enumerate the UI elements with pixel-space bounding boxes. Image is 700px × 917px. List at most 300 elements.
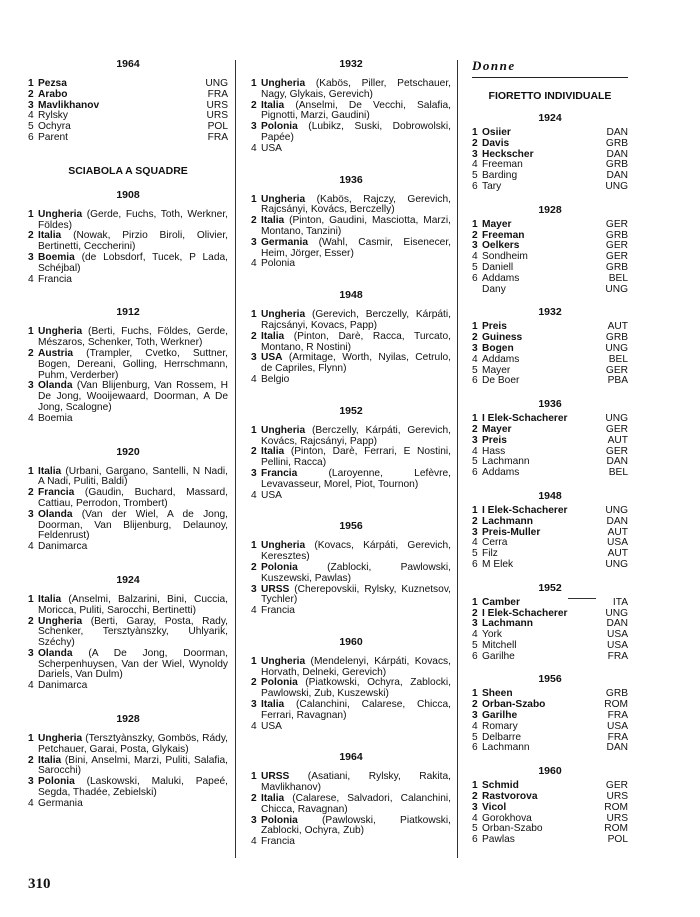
- rank: 6: [472, 180, 478, 192]
- team-row: [251, 310, 451, 332]
- team-country: Francia: [261, 605, 295, 617]
- team-members: (Bini, Anselmi, Marzi, Puliti, Salafia, Sarocchi): [38, 754, 228, 777]
- team-entry: [261, 585, 451, 607]
- rank: 4: [472, 812, 478, 824]
- team-members: (Gerevich, Berczelly, Kárpáti, Rajcsányi, Kovacs, Papp): [261, 309, 451, 331]
- result-row: [472, 468, 628, 479]
- results-list: [472, 112, 628, 846]
- athlete-name: Filz: [482, 548, 498, 560]
- rank: 4: [251, 373, 257, 385]
- rank: 2: [28, 487, 34, 499]
- team-entry: [261, 353, 451, 375]
- results-block: [28, 165, 228, 177]
- team-row: [28, 681, 228, 692]
- team-entry: [261, 144, 451, 155]
- team-entry: [38, 414, 228, 425]
- team-country: Olanda: [38, 647, 73, 659]
- team-country: Polonia: [261, 561, 298, 573]
- team-country: Italia: [261, 99, 285, 111]
- team-entry: [261, 837, 451, 848]
- rank: 3: [472, 710, 478, 722]
- team-row: [251, 657, 451, 679]
- nation-code: DAN: [606, 456, 628, 468]
- rank: 1: [472, 321, 478, 333]
- results-block: [472, 765, 628, 846]
- team-country: URSS: [261, 771, 290, 783]
- team-row: [251, 447, 451, 469]
- nation-code: URS: [206, 99, 228, 111]
- rank: 3: [28, 251, 34, 263]
- result-row: [472, 652, 628, 663]
- team-members: (Pawlowski, Piatkowski, Zablocki, Ochyra, Zub): [261, 814, 451, 837]
- nation-code: AUT: [607, 321, 628, 333]
- results-block: [251, 405, 451, 502]
- team-entry: [261, 332, 451, 354]
- team-row: [28, 510, 228, 542]
- rank: 2: [251, 215, 257, 227]
- rank: 5: [472, 170, 478, 182]
- team-country: Italia: [261, 330, 285, 342]
- team-country: Polonia: [38, 776, 75, 788]
- team-members: (Anselmi, Balzarini, Bini, Cuccia, Moricca, Puliti, Sarocchi, Bertinetti): [38, 593, 228, 616]
- team-row: [251, 722, 451, 733]
- team-entry: [261, 310, 451, 332]
- rank: 4: [28, 273, 34, 285]
- rank: 3: [28, 776, 34, 788]
- team-row: [251, 426, 451, 448]
- rank: 3: [472, 342, 478, 354]
- team-row: [251, 837, 451, 848]
- team-members: (Armitage, Worth, Nyilas, Cetrulo, de Capriles, Flynn): [261, 352, 451, 375]
- team-row: [28, 414, 228, 425]
- nation-code: FRA: [607, 731, 628, 743]
- team-entry: [38, 381, 228, 413]
- team-row: [251, 216, 451, 238]
- results-block: [28, 574, 228, 692]
- team-members: (Pinton, Darè, Ferrari, E Nostini, Pellini, Racca): [261, 446, 451, 469]
- year-heading: 1912: [116, 306, 140, 319]
- nation-code: DAN: [606, 148, 628, 160]
- rank: 3: [251, 121, 257, 133]
- nation-code: PBA: [607, 375, 628, 387]
- team-members: (Laskowski, Maluki, Papeé, Segda, Thadée, Zebielski): [38, 776, 228, 799]
- team-entry: [38, 542, 228, 553]
- rank: 2: [251, 446, 257, 458]
- team-entry: [261, 563, 451, 585]
- team-members: (Calarese, Salvadori, Calanchini, Chicca, Ravagnan): [261, 793, 451, 815]
- year-heading: 1960: [339, 635, 363, 648]
- result-row: [472, 436, 628, 447]
- athlete-name: Addams: [482, 467, 520, 479]
- rank: 1: [251, 424, 257, 436]
- rank: 3: [251, 814, 257, 826]
- rank: 2: [251, 793, 257, 805]
- nation-code: DAN: [606, 618, 628, 630]
- team-row: [28, 542, 228, 553]
- team-country: Polonia: [261, 121, 298, 133]
- team-row: [28, 488, 228, 510]
- year-heading: 1928: [116, 713, 140, 726]
- team-row: [28, 327, 228, 349]
- team-country: Ungheria: [261, 540, 306, 552]
- rank: 1: [28, 465, 34, 477]
- nation-code: ITA: [612, 596, 628, 608]
- athlete-name: Ochyra: [38, 121, 71, 133]
- athlete-name: Lachmann: [482, 456, 530, 468]
- results-block: [251, 751, 451, 848]
- team-country: Ungheria: [261, 78, 306, 89]
- team-members: (Calanchini, Calarese, Chicca, Ferrari, Ravagnan): [261, 699, 451, 721]
- rank: 5: [472, 639, 478, 651]
- team-entry: [261, 195, 451, 217]
- athlete-name: Oelkers: [482, 240, 520, 252]
- rank: 4: [472, 537, 478, 549]
- team-members: (Lubikz, Suski, Dobrowolski, Papée): [261, 121, 451, 143]
- athlete-name: Freeman: [482, 159, 523, 171]
- team-country: Ungheria: [38, 326, 83, 338]
- rank: 2: [472, 607, 478, 619]
- rank: 1: [472, 127, 478, 138]
- result-row: [472, 139, 628, 150]
- year-heading: 1964: [339, 751, 363, 764]
- nation-code: UNG: [605, 283, 628, 295]
- results-block: [472, 306, 628, 387]
- nation-code: GRB: [605, 688, 628, 700]
- team-country: Italia: [261, 215, 285, 227]
- team-country: Germania: [38, 797, 83, 809]
- nation-code: ROM: [604, 801, 628, 813]
- nation-code: ROM: [604, 823, 628, 835]
- year-heading: 1924: [538, 112, 562, 124]
- team-members: (Cherepovskii, Rylsky, Kuznetsov, Tychler): [261, 583, 451, 606]
- team-row: [251, 585, 451, 607]
- rank: 5: [472, 261, 478, 273]
- team-country: USA: [261, 142, 282, 154]
- nation-code: UNG: [605, 342, 628, 354]
- team-members: (Tersztyànszky, Gombös, Rády, Petchauer, Garai, Posta, Glykais): [38, 733, 228, 755]
- rank: 1: [472, 413, 478, 425]
- athlete-name: I Elek-Schacherer: [482, 504, 568, 516]
- athlete-name: Rastvorova: [482, 791, 538, 803]
- rank: 6: [472, 650, 478, 662]
- team-members: (Berczelly, Kárpáti, Gerevich, Kovács, Rajcsányi, Papp): [261, 424, 451, 447]
- rank: 3: [472, 434, 478, 446]
- results-block: [251, 520, 451, 617]
- team-country: Austria: [38, 347, 74, 359]
- result-row: [472, 182, 628, 193]
- athlete-name: Romary: [482, 720, 518, 732]
- rank: 4: [472, 629, 478, 641]
- nation-code: BEL: [608, 353, 628, 365]
- team-entry: [261, 426, 451, 448]
- rank: 4: [28, 110, 34, 122]
- column-divider-left: [235, 60, 236, 858]
- athlete-name: Arabo: [38, 88, 68, 100]
- team-country: USA: [261, 489, 282, 501]
- rank: 4: [28, 680, 34, 692]
- athlete-name: Lachmann: [482, 618, 533, 630]
- rank: 6: [472, 742, 478, 754]
- team-entry: [261, 772, 451, 794]
- team-row: [251, 375, 451, 386]
- athlete-name: Mayer: [482, 423, 512, 435]
- team-entry: [261, 541, 451, 563]
- athlete-name: I Elek-Schacherer: [482, 413, 568, 425]
- nation-code: FRA: [607, 650, 628, 662]
- nation-code: UNG: [605, 607, 628, 619]
- rank: 5: [472, 456, 478, 468]
- athlete-name: Sondheim: [482, 251, 528, 263]
- nation-code: GER: [605, 445, 628, 457]
- team-members: (Kabös, Piller, Petschauer, Nagy, Glykais, Gerevich): [261, 78, 451, 100]
- rank: 3: [28, 647, 34, 659]
- team-country: Ungheria: [38, 615, 83, 627]
- rank: 4: [251, 720, 257, 732]
- team-entry: [261, 259, 451, 270]
- team-entry: [38, 275, 228, 286]
- rank: 3: [251, 352, 257, 364]
- results-block: [251, 58, 451, 155]
- rank: 3: [472, 801, 478, 813]
- rank: 2: [472, 515, 478, 527]
- nation-code: GER: [605, 364, 628, 376]
- result-row: [472, 743, 628, 754]
- rank: 2: [28, 88, 34, 100]
- team-country: USA: [261, 720, 282, 732]
- team-members: (Zablocki, Pawlowski, Kuszewski, Pawlas): [261, 561, 451, 584]
- team-entry: [261, 79, 451, 101]
- section-heading-donne: Donne: [472, 58, 516, 73]
- team-members: (Gerde, Fuchs, Toth, Werkner, Földes): [38, 208, 228, 231]
- athlete-name: Gorokhova: [482, 812, 532, 824]
- team-row: [28, 799, 228, 810]
- result-row: [28, 90, 228, 101]
- nation-code: AUT: [607, 548, 628, 560]
- team-members: (Anselmi, De Vecchi, Salafia, Pignotti, Marzi, Gaudini): [261, 99, 451, 122]
- athlete-name: Freeman: [482, 229, 525, 241]
- team-country: Italia: [261, 446, 285, 458]
- team-country: Francia: [261, 467, 298, 479]
- results-block: [251, 636, 451, 733]
- athlete-name: Osiier: [482, 127, 511, 138]
- rank: 2: [472, 229, 478, 241]
- rank: 4: [251, 836, 257, 848]
- team-entry: [38, 467, 228, 489]
- team-entry: [38, 349, 228, 381]
- athlete-name: De Boer: [482, 375, 520, 387]
- dash-mark: [568, 598, 596, 599]
- rank: 3: [472, 618, 478, 630]
- rank: 1: [472, 218, 478, 230]
- rank: 2: [251, 677, 257, 689]
- nation-code: UNG: [205, 78, 228, 89]
- team-members: (Berti, Garay, Posta, Rady, Schenker, Tersztyànszky, Uhlyarik, Széchy): [38, 615, 228, 649]
- rank: 4: [28, 797, 34, 809]
- athlete-name: Pawlas: [482, 834, 515, 846]
- athlete-name: Hass: [482, 445, 506, 457]
- team-members: (Kabös, Rajczy, Gerevich, Rajcsányi, Kovács, Berczelly): [261, 193, 451, 216]
- nation-code: DAN: [606, 170, 628, 182]
- team-entry: [261, 216, 451, 238]
- column-left: [28, 58, 228, 831]
- nation-code: BEL: [608, 272, 628, 284]
- nation-code: GRB: [605, 137, 628, 149]
- nation-code: URS: [206, 110, 228, 122]
- rank: 4: [251, 142, 257, 154]
- results-block: [28, 306, 228, 424]
- athlete-name: Schmid: [482, 780, 519, 792]
- rank: 2: [472, 423, 478, 435]
- team-row: [251, 700, 451, 722]
- rank: 3: [251, 467, 257, 479]
- nation-code: AUT: [607, 526, 628, 538]
- team-members: (A De Jong, Doorman, Scherpenhuysen, Van der Wiel, Wynoldy Dariels, Van Dulm): [38, 647, 228, 681]
- team-members: (Nowak, Pirzio Biroli, Olivier, Bertinetti, Ceccherini): [38, 230, 228, 253]
- team-entry: [261, 700, 451, 722]
- team-entry: [38, 510, 228, 542]
- team-country: Ungheria: [261, 309, 306, 321]
- nation-code: USA: [607, 629, 628, 641]
- rank: 3: [472, 526, 478, 538]
- team-country: Francia: [38, 487, 75, 499]
- team-row: [251, 238, 451, 260]
- athlete-name: Preis: [482, 434, 507, 446]
- team-entry: [261, 375, 451, 386]
- nation-code: GER: [605, 780, 628, 792]
- team-row: [28, 777, 228, 799]
- team-row: [251, 144, 451, 155]
- rank: 1: [472, 780, 478, 792]
- team-row: [251, 469, 451, 491]
- team-row: [28, 349, 228, 381]
- results-block: [251, 289, 451, 386]
- athlete-name: York: [482, 629, 503, 641]
- rank: 1: [251, 78, 257, 89]
- year-heading: 1952: [339, 404, 363, 417]
- team-members: (Van der Wiel, A de Jong, Doorman, Van Blijenburg, Delaunoy, Feldenrust): [38, 508, 228, 542]
- nation-code: GER: [605, 423, 628, 435]
- athlete-name: Lachmann: [482, 515, 533, 527]
- nation-code: DAN: [606, 515, 628, 527]
- result-row: [472, 598, 628, 609]
- team-country: Ungheria: [261, 655, 306, 667]
- team-members: (Trampler, Cvetko, Suttner, Bogen, Dereani, Golling, Herrschmann, Puhm, Verderber): [38, 347, 228, 381]
- results-block: [28, 713, 228, 810]
- rank: 5: [472, 364, 478, 376]
- team-members: (Pinton, Gaudini, Masciotta, Marzi, Montano, Tanzini): [261, 215, 451, 237]
- column-right: [472, 58, 628, 857]
- rank: 2: [251, 99, 257, 111]
- results-block: [472, 582, 628, 663]
- rank: 4: [251, 605, 257, 617]
- rank: 1: [472, 688, 478, 700]
- rank: 1: [28, 326, 34, 338]
- team-country: Olanda: [38, 380, 73, 392]
- team-members: (Mendelenyi, Kárpáti, Kovacs, Horvath, Delneki, Gerevich): [261, 655, 451, 678]
- athlete-name: Dany: [482, 283, 506, 295]
- team-row: [251, 794, 451, 816]
- team-row: [251, 816, 451, 838]
- rank: 5: [472, 548, 478, 560]
- team-members: (Kovacs, Kárpáti, Gerevich, Keresztes): [261, 540, 451, 563]
- team-members: (de Lobsdorf, Tucek, P Lada, Schéjbal): [38, 251, 228, 274]
- nation-code: POL: [607, 834, 628, 846]
- team-row: [251, 772, 451, 794]
- team-country: Danimarca: [38, 680, 88, 692]
- team-country: Boemia: [38, 251, 75, 263]
- rank: 3: [251, 236, 257, 248]
- nation-code: URS: [606, 812, 628, 824]
- rank: 3: [472, 148, 478, 160]
- athlete-name: Cerra: [482, 537, 508, 549]
- team-row: [28, 467, 228, 489]
- column-divider-right: [457, 60, 458, 858]
- year-heading: 1952: [538, 581, 562, 594]
- nation-code: DAN: [606, 127, 628, 138]
- athlete-name: Orban-Szabo: [482, 699, 546, 711]
- year-heading: 1932: [538, 306, 562, 319]
- athlete-name: Garilhe: [482, 650, 515, 662]
- results-block: [472, 673, 628, 754]
- athlete-name: Bogen: [482, 342, 514, 354]
- team-members: (Laroyenne, Lefèvre, Levavasseur, Morel, Piot, Tournon): [261, 467, 451, 490]
- rank: 3: [251, 583, 257, 595]
- year-heading: 1960: [538, 765, 562, 778]
- team-country: Belgio: [261, 373, 290, 385]
- team-entry: [38, 595, 228, 617]
- team-country: Polonia: [261, 677, 298, 689]
- athlete-name: Mavlikhanov: [38, 99, 100, 111]
- nation-code: GER: [605, 240, 628, 252]
- team-country: Danimarca: [38, 541, 88, 553]
- team-country: Francia: [261, 836, 295, 848]
- year-heading: 1948: [339, 289, 363, 302]
- result-row: [472, 285, 628, 296]
- rank: 3: [28, 99, 34, 111]
- team-country: Boemia: [38, 412, 73, 424]
- team-entry: [38, 649, 228, 681]
- athlete-name: Heckscher: [482, 148, 534, 160]
- athlete-name: Parent: [38, 131, 69, 143]
- team-country: Italia: [38, 230, 62, 242]
- athlete-name: Mitchell: [482, 639, 517, 651]
- rank: 2: [28, 754, 34, 766]
- athlete-name: Mayer: [482, 218, 512, 230]
- year-heading: 1936: [339, 173, 363, 186]
- team-entry: [261, 657, 451, 679]
- rank: 1: [251, 309, 257, 321]
- results-block: [472, 112, 628, 193]
- year-heading: 1920: [116, 445, 140, 458]
- team-members: (Wahl, Casmir, Eisenecer, Heim, Jörger, Esser): [261, 236, 451, 259]
- nation-code: GER: [605, 251, 628, 263]
- results-block: [472, 204, 628, 296]
- team-country: Ungheria: [261, 193, 306, 205]
- rank: 1: [251, 540, 257, 552]
- team-row: [251, 122, 451, 144]
- rank: 2: [472, 332, 478, 344]
- rank: 2: [251, 561, 257, 573]
- team-row: [251, 259, 451, 270]
- team-members: (Pinton, Darè, Racca, Turcato, Montano, R Nostini): [261, 330, 451, 353]
- year-heading: 1948: [538, 489, 562, 502]
- year-heading: 1908: [116, 188, 140, 201]
- rank: 6: [472, 467, 478, 479]
- team-entry: [261, 606, 451, 617]
- athlete-name: Lachmann: [482, 742, 530, 754]
- rank: 2: [28, 230, 34, 242]
- athlete-name: Camber: [482, 596, 520, 608]
